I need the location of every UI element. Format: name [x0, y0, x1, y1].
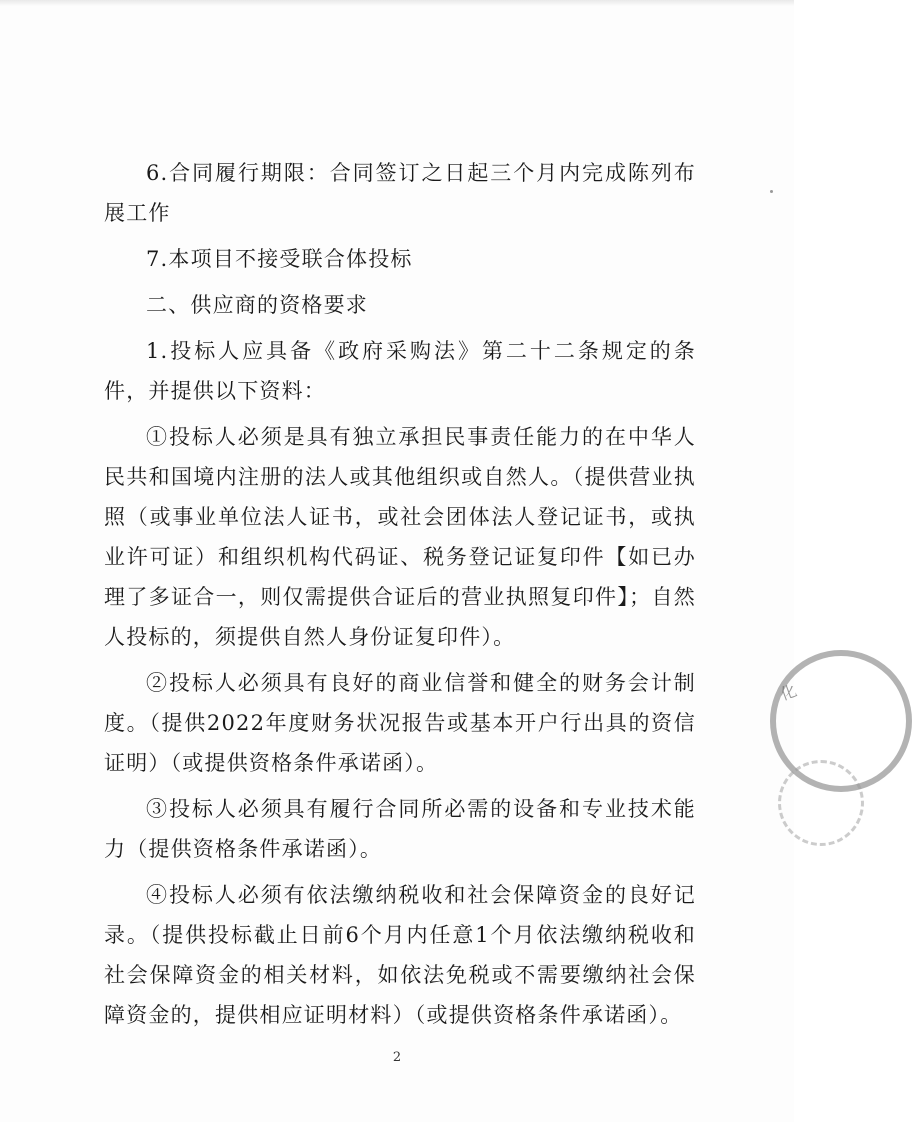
paragraph-contract-period: 6.合同履行期限：合同签订之日起三个月内完成陈列布展工作 [104, 161, 696, 225]
document-body [104, 153, 696, 1035]
scan-speck [770, 190, 773, 193]
seal-stamp [752, 640, 822, 840]
paragraph-requirement-1: 1.投标人应具备《政府采购法》第二十二条规定的条件，并提供以下资料： [104, 339, 696, 403]
page-number: 2 [392, 1050, 402, 1065]
paragraph-item-1: ①投标人必须是具有独立承担民事责任能力的在中华人民共和国境内注册的法人或其他组织或自然人。（提供营业执照（或事业单位法人证书，或社会团体法人登记证书，或执业许可证）和组织机构代码证、税务登记证复印件【如已办理了多证合一，则仅需提供合证后的营业执照复印件】；自然人投标的，须提供自然人身份证复印件）。 [104, 425, 696, 649]
seal-character: 化 [777, 680, 800, 705]
paragraph-item-3: ③投标人必须具有履行合同所必需的设备和专业技术能力（提供资格条件承诺函）。 [104, 797, 696, 861]
section-heading-qualifications: 二、供应商的资格要求 [146, 293, 368, 317]
paragraph-item-4: ④投标人必须有依法缴纳税收和社会保障资金的良好记录。（提供投标截止日前6个月内任意1个月依法缴纳税收和社会保障资金的相关材料，如依法免税或不需要缴纳社会保障资金的，提供相应证明材料）（或提供资格条件承诺函）。 [104, 883, 696, 1027]
seal-ring-secondary [778, 760, 864, 846]
scan-edge [0, 0, 794, 6]
paragraph-item-2: ②投标人必须具有良好的商业信誉和健全的财务会计制度。（提供2022年度财务状况报告或基本开户行出具的资信证明）（或提供资格条件承诺函）。 [104, 671, 696, 775]
paragraph-no-consortium: 7.本项目不接受联合体投标 [146, 247, 413, 271]
